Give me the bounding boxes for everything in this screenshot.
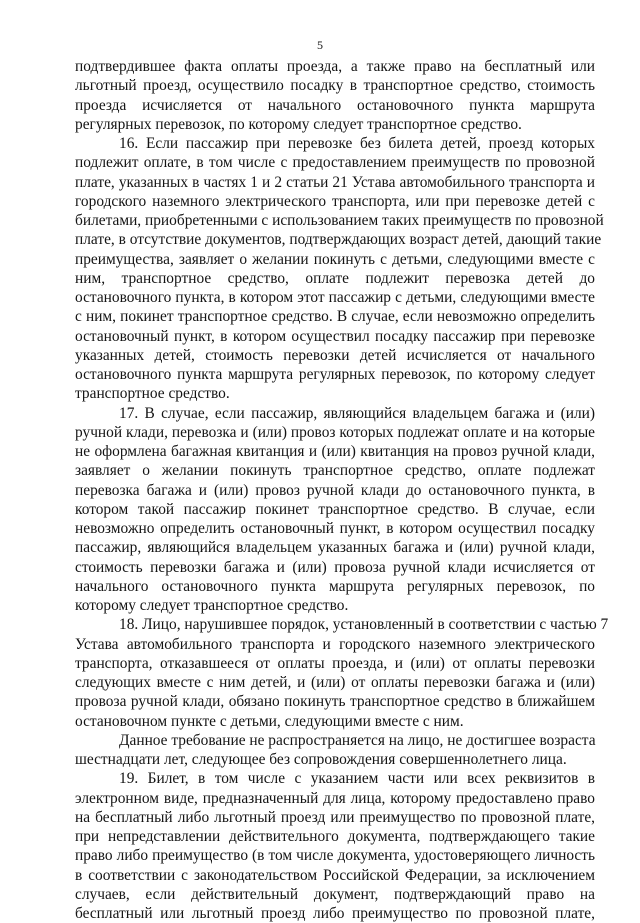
text-line: случаев, если действительный документ, подтверждающий право на (75, 885, 595, 903)
text-line: заявляет о желании покинуть транспортное средство, оплате подлежат (75, 462, 595, 480)
text-line: транспортное средство. (75, 385, 230, 403)
text-line: провоза ручной клади, обязано покинуть транспортное средство в ближайшем (75, 693, 595, 711)
text-line: электронном виде, предназначенный для лица, которому предоставлено право (75, 789, 595, 807)
text-line: плате, указанных в частях 1 и 2 статьи 21 Устава автомобильного транспорта и (75, 173, 595, 191)
text-line: ручной клади, перевозка и (или) провоз которых подлежат оплате и на которые (75, 423, 595, 441)
text-line: льготный проезд, осуществило посадку в транспортное средство, стоимость (75, 77, 595, 95)
text-line: пассажир, являющийся владельцем указанных багажа и (или) ручной клади, (75, 539, 595, 557)
text-line: преимущества, заявляет о желании покинуть с детьми, следующими вместе с (75, 250, 595, 268)
text-line: при непредставлении действительного документа, подтверждающего такие (75, 828, 595, 845)
text-line: стоимость перевозки багажа и (или) провоза ручной клади исчисляется от (75, 558, 595, 576)
text-line: плате, в отсутствие документов, подтверждающих возраст детей, дающий такие (75, 231, 602, 249)
text-line: ним, транспортное средство, оплате подлежит перевозка детей до (75, 269, 595, 287)
text-line: указанных детей, стоимость перевозки детей исчисляется от начального (75, 346, 595, 364)
text-line: на бесплатный либо льготный проезд или преимущество по провозной плате, (75, 808, 595, 826)
text-line: городского наземного электрического транспорта, или при перевозке детей с (75, 192, 595, 210)
text-line: подтвердившее факта оплаты проезда, а также право на бесплатный или (75, 58, 595, 75)
page-number: 5 (317, 38, 323, 52)
text-line: бесплатный или льготный проезд либо преимущество по провозной плате, (75, 905, 595, 922)
text-line: котором такой пассажир покинет транспортное средство. В случае, если (75, 500, 595, 518)
text-line: остановочного пункта маршрута регулярных перевозок, по которому следует (75, 366, 595, 383)
text-line: остановочном пункте с детьми, следующими вместе с ним. (75, 712, 464, 730)
text-line: шестнадцати лет, следующее без сопровождения совершеннолетнего лица. (75, 751, 567, 768)
text-line: 18. Лицо, нарушившее порядок, установленный в соответствии с частью 7 (119, 616, 609, 634)
text-line: начального остановочного пункта маршрута регулярных перевозок, по (75, 577, 595, 595)
text-line: подлежит оплате, в том числе с предоставлением преимуществ по провозной (75, 154, 595, 172)
text-line: 19. Билет, в том числе с указанием части или всех реквизитов в (119, 770, 595, 788)
text-line: 16. Если пассажир при перевозке без билета детей, проезд которых (119, 135, 595, 152)
text-line: в соответствии с законодательством Российской Федерации, за исключением (75, 866, 595, 884)
text-line: проезда исчисляется от начального остановочного пункта маршрута (75, 96, 595, 114)
text-line: транспорта, отказавшееся от оплаты проезда, и (или) от оплаты перевозки (75, 654, 595, 672)
text-line: остановочный пункт, в котором осуществил посадку пассажир при перевозке (75, 327, 595, 345)
text-line: которому следует транспортное средство. (75, 597, 349, 614)
text-line: Устава автомобильного транспорта и городского наземного электрического (75, 635, 595, 653)
document-body (75, 57, 609, 923)
text-line: перевозка багажа и (или) провоз ручной клади до остановочного пункта, в (75, 481, 595, 499)
text-line: остановочного пункта, в котором этот пассажир с детьми, следующими вместе (75, 289, 595, 306)
text-line: следующих вместе с ним детей, и (или) от оплаты перевозки багажа и (или) (75, 674, 595, 691)
text-line: невозможно определить остановочный пункт, в котором осуществил посадку (75, 520, 595, 537)
text-line: регулярных перевозок, по которому следует транспортное средство. (75, 115, 522, 133)
text-line: право либо преимущество (в том числе документа, удостоверяющего личность (75, 847, 595, 865)
text-line: с ним, покинет транспортное средство. В случае, если невозможно определить (75, 308, 595, 326)
text-line: 17. В случае, если пассажир, являющийся владельцем багажа и (или) (119, 404, 595, 422)
text-line: билетами, приобретенными с использованием таких преимуществ по провозной (75, 212, 604, 229)
text-line: не оформлена багажная квитанция и (или) квитанция на провоз ручной клади, (75, 443, 595, 460)
text-line: Данное требование не распространяется на лицо, не достигшее возраста (119, 731, 596, 749)
